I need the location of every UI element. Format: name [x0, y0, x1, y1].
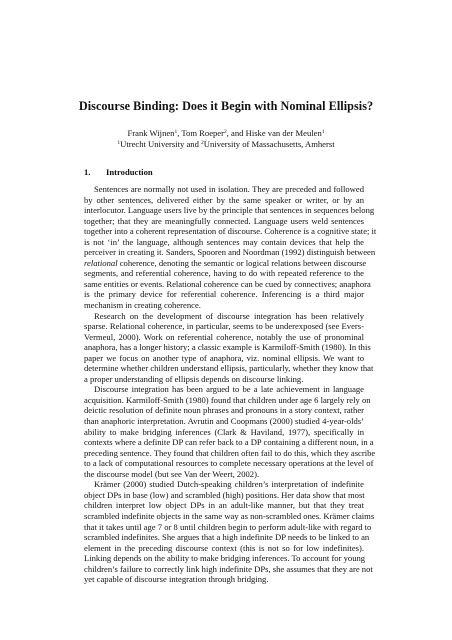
text-line: a proper understanding of ellipsis depends on discourse linking. — [84, 373, 304, 384]
affiliation-text: Utrecht University and — [120, 139, 202, 149]
paper-title: Discourse Binding: Does it Begin with Nominal Ellipsis? — [78, 99, 374, 113]
author-superscript: 1 — [174, 129, 178, 135]
text-line: perceiver in creating it. Sanders, Spooren and Noordman (1992) distinguish between — [84, 247, 376, 258]
text-line: Discourse integration has been argued to be a late achievement in language — [94, 384, 364, 395]
section-number: 1. — [84, 167, 91, 177]
text-line: Sentences are normally not used in isolation. They are preceded and followed — [94, 184, 364, 194]
text-line: contexts where a definite DP can refer back to a DP containing a different noun, in a — [84, 437, 374, 448]
author-name: Hiske van der Meulen — [245, 128, 322, 138]
text-line: together into a coherent representation of discourse. Coherence is a cognitive state; it — [84, 226, 377, 237]
text-line: segments, and referential coherence, having to do with repeated reference to the — [84, 268, 364, 279]
text-line: that it takes until age 7 or 8 until children begin to perform adult-like with regard to — [84, 521, 372, 532]
text-line: determine whether children understand ellipsis, particularly, whether they know that — [84, 363, 374, 374]
text-line: ability to make bridging inferences (Clark & Haviland, 1977), specifically in — [84, 426, 364, 437]
text-line: interlocutor. Language users live by the principle that sentences in sequences belong — [84, 205, 375, 216]
text-line: the discourse model (but see Van der Weert, 2002). — [84, 468, 260, 479]
author-separator: , — [177, 128, 182, 138]
paragraph — [84, 310, 374, 385]
text-line: object DPs in base (low) and scrambled (high) positions. Her data show that most — [84, 489, 365, 500]
text-line: sparse. Relational coherence, in particular, seems to be underexposed (see Evers- — [84, 321, 364, 332]
text-line: Vermeul, 2000). Work on referential coherence, notably the use of pronominal — [84, 331, 364, 342]
text-line: scrambled indefinites. She argues that a high indefinite DP needs to be linked to an — [84, 532, 370, 543]
text-line: Linking depends on the ability to make bridging inferences. To account for young — [84, 553, 366, 564]
text-line: relational coherence, denoting the semantic or logical relations between discourse — [84, 257, 367, 268]
affiliation-text: University of Massachusetts, Amherst — [203, 139, 335, 149]
text-line: Research on the development of discourse integration has been relatively — [94, 310, 364, 321]
text-line: by other sentences, delivered either by the same speaker or writer, or by an — [84, 194, 364, 205]
text-line: deictic resolution of definite noun phrases and pronouns in a story context, rather — [84, 405, 364, 416]
text-line: than anaphoric interpretation. Avrutin and Coopmans (2000) studied 4-year-olds’ — [84, 416, 364, 427]
author-superscript: 1 — [321, 129, 325, 135]
author-line — [0, 128, 452, 138]
body-text — [84, 184, 377, 585]
text-line: is not ‘in’ the language, although sentences may contain devices that help the — [84, 236, 364, 247]
paragraph — [84, 479, 375, 585]
text-line: preceding sentence. They found that children often fail to do this, which they ascribe — [84, 447, 376, 458]
paragraph — [84, 184, 377, 311]
affiliation-superscript: 2 — [201, 140, 204, 146]
text-line: yet capable of discourse integration through bridging. — [84, 574, 269, 585]
text-line: paper we focus on another type of anaphora, viz. nominal ellipsis. We want to — [84, 352, 364, 363]
text-line: is the primary device for referential coherence. Inferencing is a third major — [84, 289, 364, 300]
author-superscript: 2 — [224, 129, 227, 135]
text-line: to a lack of computational resources to complete necessary operations at the level of — [84, 458, 374, 469]
text-line: Krämer (2000) studied Dutch-speaking children’s interpretation of indefinite — [94, 479, 364, 490]
paragraph — [84, 384, 376, 479]
author-name: Tom Roeper — [181, 128, 224, 138]
text-line: element in the preceding discourse context (this is not so for low indefinites). — [84, 542, 364, 553]
affiliation-superscript: 1 — [117, 140, 121, 146]
text-line: children interpret low object DPs in an adult-like manner, but that they treat — [84, 500, 364, 511]
text-line: same entities or events. Relational coherence can be cued by connectives; anaphora — [84, 278, 371, 289]
text-line: mechanism in creating coherence. — [84, 300, 201, 311]
author-name: Frank Wijnen — [127, 128, 175, 138]
text-line: anaphora, has a longer history; a classic example is Karmiloff-Smith (1980). In this — [84, 342, 371, 353]
text-line: children’s failure to correctly link high indefinite DPs, she assumes that they are not — [84, 563, 373, 574]
text-line: acquisition. Karmiloff-Smith (1980) found that children under age 6 largely rely on — [84, 394, 371, 405]
text-line: scrambled indefinite objects in the same way as non-scrambled ones. Krämer claims — [84, 510, 375, 521]
affiliation-line — [0, 139, 452, 149]
author-separator: , and — [226, 128, 246, 138]
text-line: together; that they are meaningfully connected. Language users weld sentences — [84, 215, 364, 226]
section-heading — [84, 167, 153, 177]
section-title: Introduction — [106, 167, 153, 177]
